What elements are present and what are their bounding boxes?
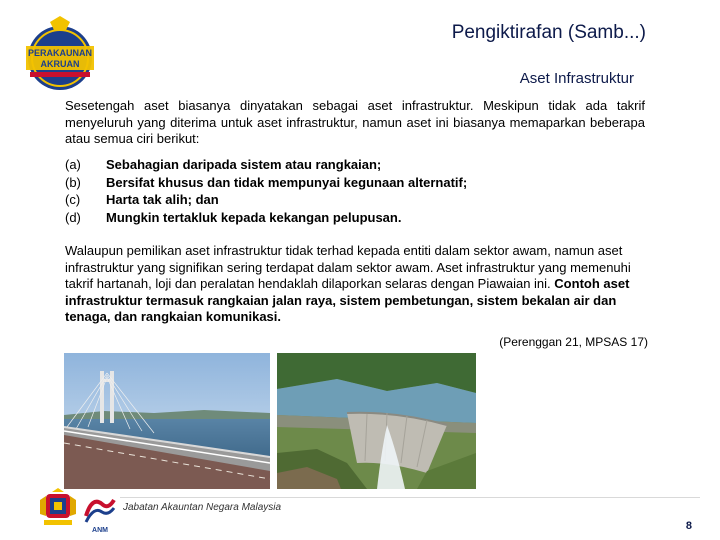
examples-text: Walaupun pemilikan aset infrastruktur tidak terhad kepada entiti dalam sektor awam, namun aset infrastruktur yang signifikan sering terdapat dalam sektor awam. Aset infrastruktur yang memenuhi takrif hartanah, loji dan peralatan hendaklah dilaporkan selaras dengan Piawaian ini. — [65, 243, 631, 291]
footer-logos — [36, 486, 120, 534]
criteria-item-c — [65, 191, 467, 209]
footer-divider — [120, 497, 700, 498]
anm-logo-icon — [86, 500, 114, 534]
page-number: 8 — [685, 520, 692, 532]
criteria-label: (d) — [65, 209, 81, 225]
criteria-list — [65, 156, 467, 226]
criteria-text: Harta tak alih; dan — [106, 192, 219, 207]
page-title: Pengiktirafan (Samb...) — [451, 22, 646, 43]
criteria-item-a — [65, 156, 467, 174]
logo-text-perakaunan: PERAKAUNAN — [27, 48, 93, 58]
criteria-item-d — [65, 209, 467, 227]
criteria-label: (b) — [65, 174, 81, 190]
section-subtitle: Aset Infrastruktur — [519, 70, 634, 87]
criteria-label: (a) — [65, 157, 81, 172]
perakaunan-akruan-logo — [20, 16, 100, 92]
malaysia-coat-of-arms-icon — [40, 488, 76, 525]
criteria-text: Mungkin tertakluk kepada kekangan pelupusan. — [106, 209, 402, 225]
intro-paragraph: Sesetengah aset biasanya dinyatakan sebagai aset infrastruktur. Meskipun tidak ada takrif menyeluruh yang diterima untuk aset infrastruktur, namun aset ini biasanya memaparkan beberapa atau semua ciri berikut: — [65, 98, 645, 146]
anm-text: ANM — [92, 527, 108, 534]
bridge-photo — [64, 353, 270, 489]
reference-citation: (Perenggan 21, MPSAS 17) — [499, 335, 648, 349]
examples-paragraph — [65, 243, 655, 326]
dam-photo — [277, 353, 476, 489]
criteria-text: Sebahagian daripada sistem atau rangkaian; — [106, 157, 382, 172]
footer-organization: Jabatan Akauntan Negara Malaysia — [123, 502, 282, 513]
examples-bold-text: Contoh aset infrastruktur termasuk rangkaian jalan raya, sistem pembetungan, sistem bekalan air dan tenaga, dan rangkaian komunikasi. — [65, 276, 630, 324]
logo-text-akruan: AKRUAN — [40, 59, 80, 69]
criteria-text: Bersifat khusus dan tidak mempunyai kegunaan alternatif; — [106, 174, 468, 190]
criteria-label: (c) — [65, 192, 81, 207]
criteria-item-b — [65, 174, 467, 192]
